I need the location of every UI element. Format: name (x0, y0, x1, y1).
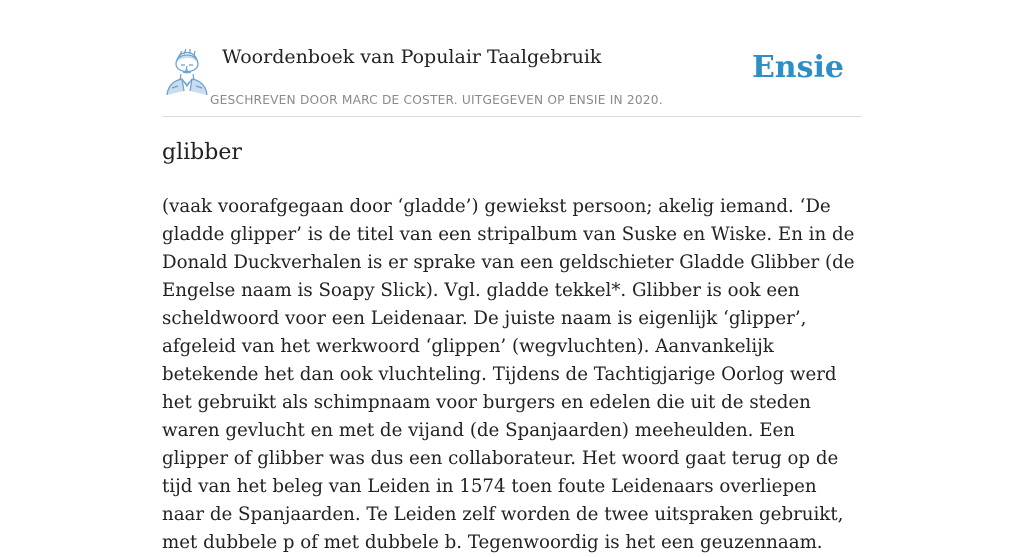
author-portrait-icon (164, 46, 210, 96)
ensie-logo[interactable]: Ensie (751, 50, 844, 85)
entry-title: glibber (162, 140, 242, 165)
header (162, 40, 862, 117)
byline: GESCHREVEN DOOR MARC DE COSTER. UITGEGEVEN OP ENSIE IN 2020. (210, 93, 663, 107)
entry-definition: (vaak voorafgegaan door ‘gladde’) gewiekst persoon; akelig iemand. ‘De gladde glipper’ is de titel van een stripalbum van Suske en Wiske. En in de Donald Duckverhalen is er sprake van een geldschieter Gladde Glibber (de Engelse naam is Soapy Slick). Vgl. gladde tekkel*. Glibber is ook een scheldwoord voor een Leidenaar. De juiste naam is eigenlijk ‘glipper’, afgeleid van het werkwoord ‘glippen’ (wegvluchten). Aanvankelijk betekende het dan ook vluchteling. Tijdens de Tachtigjarige Oorlog werd het gebruikt als schimpnaam voor burgers en edelen die uit de steden waren gevlucht en met de vijand (de Spanjaarden) meeheulden. Een glipper of glibber was dus een collaborateur. Het woord gaat terug op de tijd van het beleg van Leiden in 1574 toen foute Leidenaars overliepen naar de Spanjaarden. Te Leiden zelf worden de twee uitspraken gebruikt, met dubbele p of met dubbele b. Tegenwoordig is het een geuzennaam. (162, 196, 855, 553)
book-title[interactable]: Woordenboek van Populair Taalgebruik (222, 46, 602, 68)
